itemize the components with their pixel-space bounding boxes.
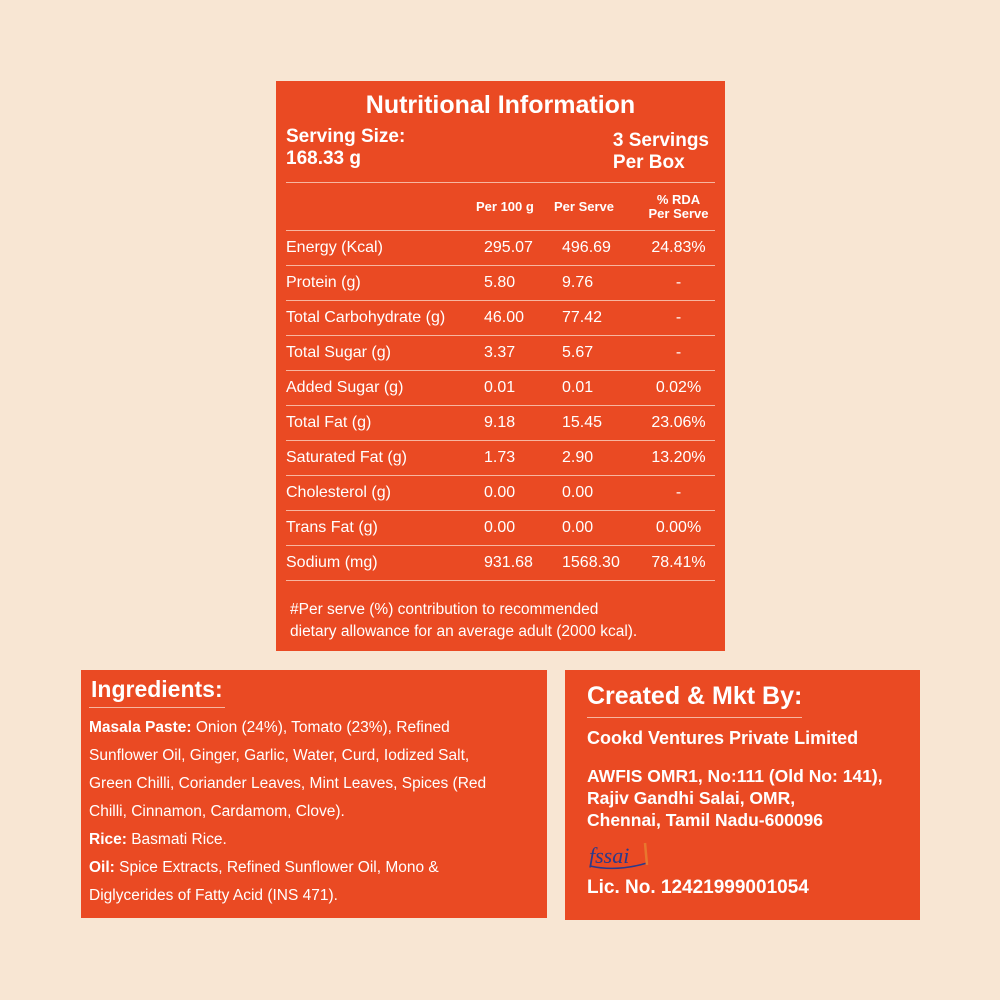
table-row xyxy=(286,476,715,511)
address-line-3: Chennai, Tamil Nadu-600096 xyxy=(587,810,824,830)
created-by-title: Created & Mkt By: xyxy=(587,682,802,718)
serving-size xyxy=(286,126,405,174)
nutrient-name: Sodium (mg) xyxy=(286,546,476,581)
rda-value: - xyxy=(642,476,715,511)
serving-size-label: Serving Size: xyxy=(286,126,406,147)
per-100g-value: 1.73 xyxy=(476,441,554,476)
masala-line-1 xyxy=(89,714,537,742)
fssai-logo-icon xyxy=(587,839,910,873)
servings-per-box xyxy=(613,130,713,174)
masala-label: Masala Paste: xyxy=(89,719,192,736)
serving-row xyxy=(286,126,715,183)
ingredients-panel xyxy=(81,670,547,918)
rda-value: 78.41% xyxy=(642,546,715,581)
rda-value: - xyxy=(642,336,715,371)
per-100g-value: 931.68 xyxy=(476,546,554,581)
header-rda: % RDA Per Serve xyxy=(642,183,715,231)
header-per-100g: Per 100 g xyxy=(476,183,554,231)
rda-value: 23.06% xyxy=(642,406,715,441)
address-line-1: AWFIS OMR1, No:111 (Old No: 141), xyxy=(587,766,883,786)
servings-line1: 3 Servings xyxy=(612,130,709,151)
rda-value: - xyxy=(642,266,715,301)
table-row xyxy=(286,336,715,371)
nutrient-name: Total Sugar (g) xyxy=(286,336,476,371)
masala-text-1: Onion (24%), Tomato (23%), Refined xyxy=(191,719,450,736)
servings-line2: Per Box xyxy=(612,152,685,173)
oil-line-2: Diglycerides of Fatty Acid (INS 471). xyxy=(89,887,338,904)
nutrient-name: Total Fat (g) xyxy=(286,406,476,441)
table-row xyxy=(286,231,715,266)
oil-label: Oil: xyxy=(89,859,115,876)
per-serve-value: 0.01 xyxy=(554,371,642,406)
nutrient-name: Trans Fat (g) xyxy=(286,511,476,546)
per-100g-value: 3.37 xyxy=(476,336,554,371)
nutrition-footnote xyxy=(286,599,715,643)
per-100g-value: 9.18 xyxy=(476,406,554,441)
per-100g-value: 5.80 xyxy=(476,266,554,301)
rda-value: 0.00% xyxy=(642,511,715,546)
per-100g-value: 0.01 xyxy=(476,371,554,406)
per-serve-value: 77.42 xyxy=(554,301,642,336)
rice-text: Basmati Rice. xyxy=(126,831,227,848)
per-serve-value: 2.90 xyxy=(554,441,642,476)
rice-label: Rice: xyxy=(89,831,127,848)
table-row xyxy=(286,511,715,546)
per-serve-value: 0.00 xyxy=(554,476,642,511)
nutrient-name: Total Carbohydrate (g) xyxy=(286,301,476,336)
serving-size-value: 168.33 g xyxy=(286,148,361,169)
per-serve-value: 496.69 xyxy=(554,231,642,266)
rice-line xyxy=(89,826,537,854)
table-header-row xyxy=(286,183,715,231)
table-row xyxy=(286,301,715,336)
header-per-serve: Per Serve xyxy=(554,183,642,231)
header-nutrient xyxy=(286,183,476,231)
nutrient-name: Added Sugar (g) xyxy=(286,371,476,406)
per-serve-value: 9.76 xyxy=(554,266,642,301)
ingredients-title: Ingredients: xyxy=(89,676,225,708)
per-100g-value: 295.07 xyxy=(476,231,554,266)
masala-line-3: Green Chilli, Coriander Leaves, Mint Leaves, Spices (Red xyxy=(89,775,487,792)
per-100g-value: 0.00 xyxy=(476,511,554,546)
per-serve-value: 1568.30 xyxy=(554,546,642,581)
fssai-logo-text: fssai xyxy=(589,843,630,868)
created-by-panel xyxy=(565,670,920,920)
per-serve-value: 5.67 xyxy=(554,336,642,371)
per-100g-value: 46.00 xyxy=(476,301,554,336)
nutrient-name: Saturated Fat (g) xyxy=(286,441,476,476)
address-line-2: Rajiv Gandhi Salai, OMR, xyxy=(587,788,796,808)
masala-line-4: Chilli, Cinnamon, Cardamom, Clove). xyxy=(89,803,345,820)
table-row xyxy=(286,266,715,301)
per-serve-value: 0.00 xyxy=(554,511,642,546)
table-row xyxy=(286,546,715,581)
table-row xyxy=(286,406,715,441)
oil-text-1: Spice Extracts, Refined Sunflower Oil, Mono & xyxy=(114,859,439,876)
footnote-line2: dietary allowance for an average adult (2000 kcal). xyxy=(290,623,638,640)
footnote-line1: #Per serve (%) contribution to recommended xyxy=(290,601,599,618)
nutrient-name: Protein (g) xyxy=(286,266,476,301)
oil-line-1 xyxy=(89,854,537,882)
company-name: Cookd Ventures Private Limited xyxy=(587,728,859,748)
nutrient-name: Energy (Kcal) xyxy=(286,231,476,266)
company-address xyxy=(587,765,910,831)
per-serve-value: 15.45 xyxy=(554,406,642,441)
rda-value: 13.20% xyxy=(642,441,715,476)
table-row xyxy=(286,371,715,406)
nutrition-panel xyxy=(276,81,725,651)
rda-value: 0.02% xyxy=(642,371,715,406)
nutrition-table xyxy=(286,183,715,581)
nutrition-title: Nutritional Information xyxy=(365,91,636,119)
table-row xyxy=(286,441,715,476)
masala-line-2: Sunflower Oil, Ginger, Garlic, Water, Curd, Iodized Salt, xyxy=(89,747,470,764)
license-number: Lic. No. 12421999001054 xyxy=(587,877,809,898)
rda-value: 24.83% xyxy=(642,231,715,266)
rda-value: - xyxy=(642,301,715,336)
per-100g-value: 0.00 xyxy=(476,476,554,511)
nutrient-name: Cholesterol (g) xyxy=(286,476,476,511)
